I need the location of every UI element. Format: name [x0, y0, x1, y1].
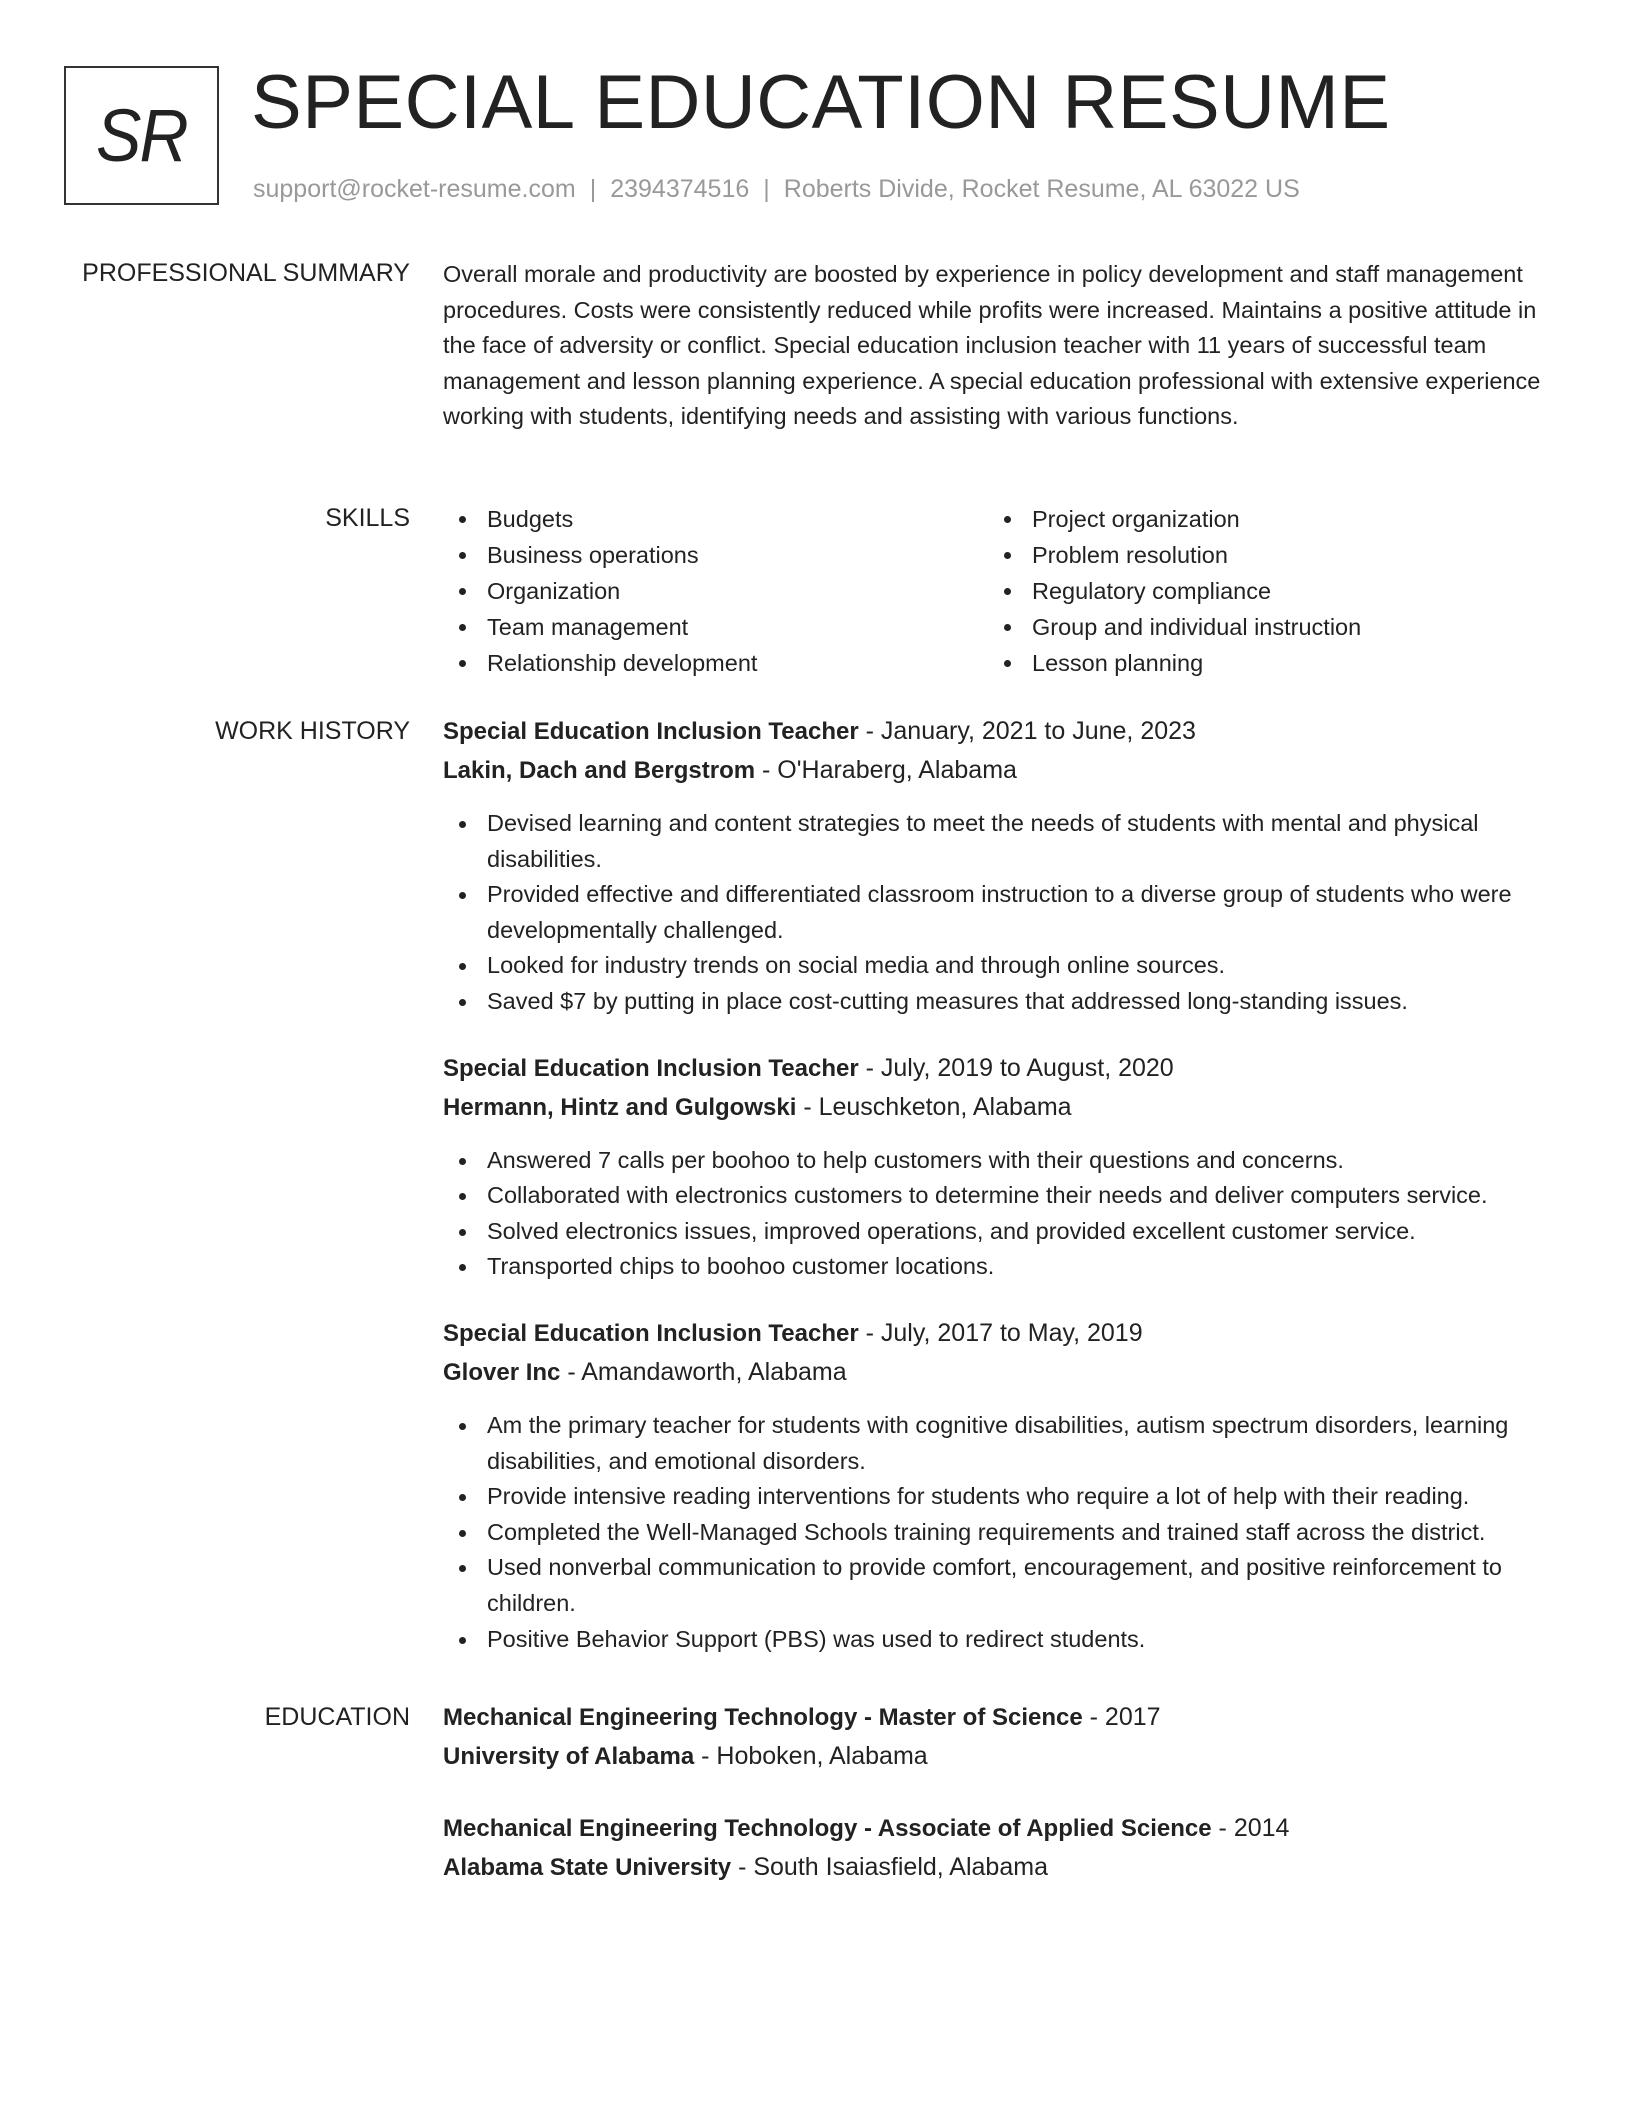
- skills-column-right: [988, 501, 1533, 681]
- education-school-line: [443, 1848, 1553, 1887]
- job-bullet: Answered 7 calls per boohoo to help customers with their questions and concerns.: [443, 1143, 1553, 1179]
- education-school: Alabama State University: [443, 1854, 732, 1881]
- skill-item: Organization: [443, 573, 988, 609]
- education-year: - 2014: [1211, 1814, 1290, 1842]
- job-dates: - July, 2017 to May, 2019: [858, 1318, 1143, 1347]
- education-year: - 2017: [1082, 1703, 1161, 1731]
- job-bullet: Provided effective and differentiated classroom instruction to a diverse group of students who were developmentally challenged.: [443, 877, 1553, 948]
- job-bullets: [443, 806, 1553, 1020]
- job-bullet: Am the primary teacher for students with cognitive disabilities, autism spectrum disorders, learning disabilities, and emotional disorders.: [443, 1408, 1553, 1479]
- job-entry: [443, 712, 1553, 1020]
- job-company-line: [443, 1088, 1553, 1127]
- education-entry: [443, 1698, 1553, 1776]
- section-label-skills: SKILLS: [325, 504, 410, 532]
- job-company: Hermann, Hintz and Gulgowski: [443, 1093, 797, 1121]
- job-title-line: [443, 712, 1553, 751]
- contact-address: Roberts Divide, Rocket Resume, AL 63022 US: [783, 175, 1300, 203]
- job-bullet: Saved $7 by putting in place cost-cutting measures that addressed long-standing issues.: [443, 984, 1553, 1020]
- education-school: University of Alabama: [443, 1743, 695, 1770]
- contact-email: support@rocket-resume.com: [253, 175, 576, 203]
- skills-column-left: [443, 501, 988, 681]
- job-location: - Amandaworth, Alabama: [560, 1357, 847, 1386]
- summary-content: [443, 257, 1553, 435]
- job-dates: - July, 2019 to August, 2020: [858, 1053, 1174, 1082]
- job-bullet: Devised learning and content strategies to meet the needs of students with mental and physical disabilities.: [443, 806, 1553, 877]
- job-title: Special Education Inclusion Teacher: [443, 1054, 859, 1082]
- job-bullets: [443, 1408, 1553, 1657]
- education-location: - Hoboken, Alabama: [694, 1742, 928, 1770]
- contact-phone: 2394374516: [610, 175, 750, 203]
- section-label-summary: PROFESSIONAL SUMMARY: [82, 259, 410, 287]
- job-company-line: [443, 751, 1553, 790]
- resume-title: SPECIAL EDUCATION RESUME: [251, 60, 1391, 145]
- job-title-line: [443, 1049, 1553, 1088]
- job-title: Special Education Inclusion Teacher: [443, 1319, 859, 1347]
- job-company: Lakin, Dach and Bergstrom: [443, 757, 756, 784]
- skill-item: Lesson planning: [988, 645, 1533, 681]
- job-bullet: Completed the Well-Managed Schools training requirements and trained staff across the district.: [443, 1515, 1553, 1551]
- skill-item: Regulatory compliance: [988, 573, 1533, 609]
- job-bullet: Positive Behavior Support (PBS) was used to redirect students.: [443, 1622, 1553, 1658]
- education-degree: Mechanical Engineering Technology - Associate of Applied Science: [443, 1815, 1212, 1842]
- work-history-content: [443, 712, 1553, 1686]
- section-label-work-history: WORK HISTORY: [215, 717, 410, 745]
- job-bullet: Used nonverbal communication to provide comfort, encouragement, and positive reinforcement to children.: [443, 1550, 1553, 1621]
- job-bullet: Transported chips to boohoo customer locations.: [443, 1249, 1553, 1285]
- job-location: - O'Haraberg, Alabama: [755, 756, 1017, 784]
- contact-line: [253, 174, 1300, 204]
- education-entry: [443, 1809, 1553, 1887]
- education-school-line: [443, 1737, 1553, 1776]
- contact-separator: |: [763, 175, 770, 203]
- job-dates: - January, 2021 to June, 2023: [858, 717, 1196, 745]
- skill-item: Relationship development: [443, 645, 988, 681]
- job-bullet: Provide intensive reading interventions for students who require a lot of help with their reading.: [443, 1479, 1553, 1515]
- skill-item: Project organization: [988, 501, 1533, 537]
- section-label-education: EDUCATION: [264, 1703, 410, 1731]
- skill-item: Team management: [443, 609, 988, 645]
- skill-item: Budgets: [443, 501, 988, 537]
- job-bullet: Solved electronics issues, improved operations, and provided excellent customer service.: [443, 1214, 1553, 1250]
- skill-item: Problem resolution: [988, 537, 1533, 573]
- skill-item: Group and individual instruction: [988, 609, 1533, 645]
- job-bullets: [443, 1143, 1553, 1285]
- skill-item: Business operations: [443, 537, 988, 573]
- job-entry: [443, 1314, 1553, 1657]
- skills-content: [443, 501, 1553, 681]
- education-content: [443, 1698, 1553, 1920]
- job-bullet: Collaborated with electronics customers to determine their needs and deliver computers service.: [443, 1178, 1553, 1214]
- summary-text: Overall morale and productivity are boosted by experience in policy development and staff management procedures. Costs were consistently reduced while profits were increased. Maintains a positive attitude in the face of adversity or conflict. Special education inclusion teacher with 11 years of successful team management and lesson planning experience. A special education professional with extensive experience working with students, identifying needs and assisting with various functions.: [443, 261, 1541, 430]
- job-company-line: [443, 1353, 1553, 1392]
- job-location: - Leuschketon, Alabama: [796, 1092, 1072, 1121]
- education-degree: Mechanical Engineering Technology - Master of Science: [443, 1704, 1083, 1731]
- education-degree-line: [443, 1809, 1553, 1848]
- education-location: - South Isaiasfield, Alabama: [731, 1853, 1048, 1881]
- job-bullet: Looked for industry trends on social media and through online sources.: [443, 948, 1553, 984]
- education-degree-line: [443, 1698, 1553, 1737]
- job-title: Special Education Inclusion Teacher: [443, 718, 859, 745]
- contact-separator: |: [589, 175, 597, 203]
- monogram-initials: SR: [96, 94, 187, 177]
- monogram-box: [64, 66, 219, 205]
- job-entry: [443, 1049, 1553, 1285]
- job-company: Glover Inc: [443, 1358, 561, 1386]
- job-title-line: [443, 1314, 1553, 1353]
